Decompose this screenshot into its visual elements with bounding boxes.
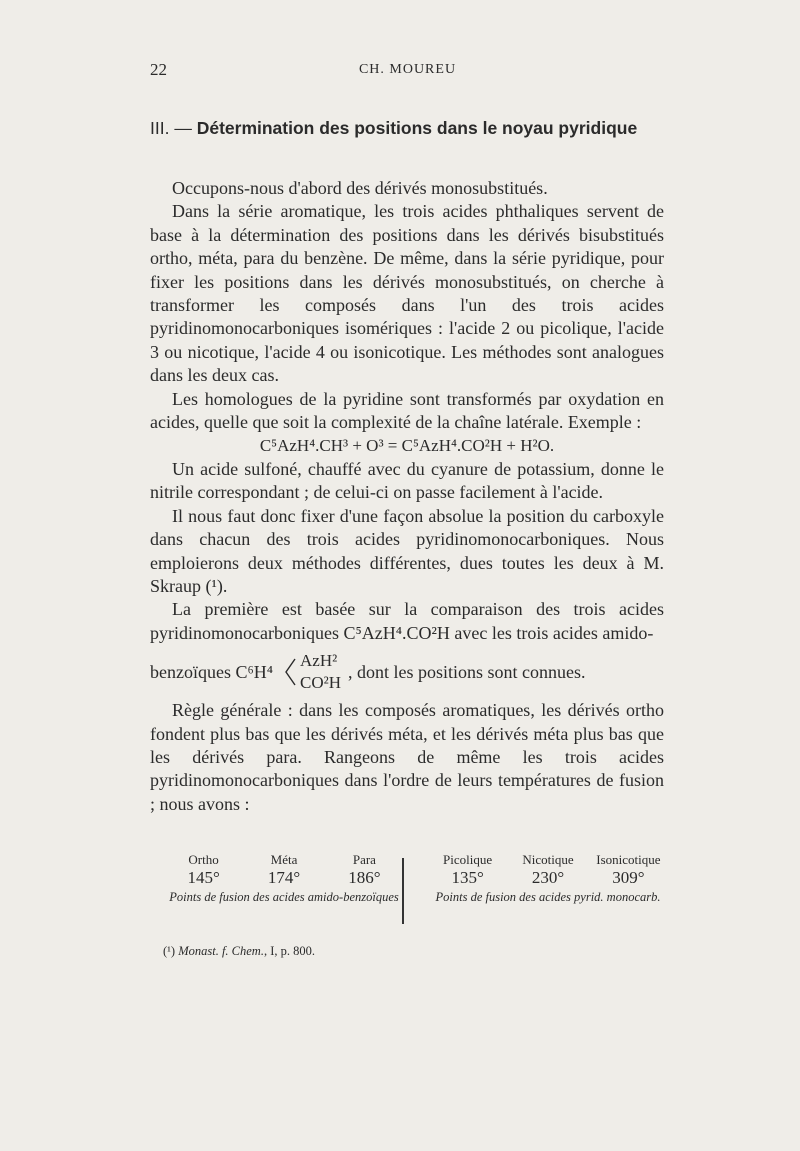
section-dash: — [174, 118, 192, 138]
amidobenzoic-formula-line [150, 649, 664, 695]
table-header-row [164, 852, 404, 868]
paragraph: Dans la série aromatique, les trois acides phthaliques servent de base à la détermination des positions dans les dérivés bisubstitués ortho, méta, para du benzène. De même, dans la série pyridique, pour fixer les positions dans les dérivés monosubstitués, on cherche à transformer les composés dans l'un des trois acides pyridinomonocarboniques isomériques : l'acide 2 ou picolique, l'acide 3 ou nicotique, l'acide 4 ou isonicotique. Les méthodes sont analogues dans les deux cas. [150, 201, 664, 386]
substituent-top: AzH² [300, 651, 338, 671]
melting-points-tables [150, 852, 664, 932]
value-cell: 186° [348, 868, 381, 887]
col-header: Ortho [188, 852, 219, 867]
paragraph: Un acide sulfoné, chauffé avec du cyanure de potassium, donne le nitrile correspondant ; de celui-ci on passe facilement à l'acide. [150, 458, 664, 503]
footnote-ref: , I, p. 800. [263, 944, 316, 958]
value-cell: 135° [451, 868, 484, 887]
col-header: Para [352, 852, 376, 867]
chemical-formula: C⁵AzH⁴.CH³ + O³ = C⁵AzH⁴.CO²H + H²O. [259, 436, 555, 456]
page-header [150, 60, 665, 84]
col-header: Picolique [443, 852, 493, 867]
col-header: Méta [270, 852, 298, 867]
table-value-row [164, 868, 404, 888]
footnote [163, 944, 315, 959]
section-heading [150, 118, 670, 139]
table-caption: Points de fusion des acides amido-benzoïques [169, 890, 399, 904]
col-header: Isonicotique [596, 852, 661, 867]
body-text [150, 177, 664, 816]
running-title: CH. MOUREU [358, 62, 457, 77]
page-number: 22 [150, 60, 167, 79]
formula-suffix: , dont les positions sont connues. [348, 662, 586, 683]
col-header: Nicotique [522, 852, 574, 867]
value-cell: 230° [531, 868, 565, 887]
section-number: III. [150, 118, 170, 138]
formula-prefix: benzoïques C⁶H⁴ [150, 662, 274, 683]
table-amidobenzoic [164, 852, 404, 904]
paragraph: Les homologues de la pyridine sont transformés par oxydation en acides, quelle que soit la complexité de la chaîne latérale. Exemple : [150, 388, 664, 433]
table-header-row [428, 852, 668, 868]
table-value-row [428, 868, 668, 888]
footnote-source: Monast. f. Chem. [178, 944, 264, 958]
vertical-divider [402, 858, 404, 924]
footnote-mark: (¹) [163, 944, 176, 958]
section-title: Détermination des positions dans le noyau pyridique [196, 118, 638, 138]
substituent-bottom: CO²H [300, 673, 341, 693]
angle-bracket [283, 649, 297, 695]
value-cell: 309° [612, 868, 645, 887]
table-pyridine [428, 852, 668, 904]
table-caption: Points de fusion des acides pyrid. monocarb. [435, 890, 661, 904]
paragraph: La première est basée sur la comparaison des trois acides pyridinomonocarboniques C⁵AzH⁴.CO²H avec les trois acides amido- [150, 599, 664, 643]
value-cell: 145° [187, 868, 220, 887]
paragraph: Règle générale : dans les composés aromatiques, les dérivés ortho fondent plus bas que les dérivés méta, et les dérivés méta plus bas que les dérivés para. Rangeons de même les trois acides pyridinomonocarboniques dans l'ordre de leurs températures de fusion ; nous avons : [150, 700, 664, 814]
paragraph: Il nous faut donc fixer d'une façon absolue la position du carboxyle dans chacun des trois acides pyridinomonocarboniques. Nous emploierons deux méthodes différentes, dues toutes les deux à M. Skraup (¹). [150, 505, 664, 596]
value-cell: 174° [267, 868, 301, 887]
paragraph: Occupons-nous d'abord des dérivés monosubstitués. [172, 178, 548, 198]
